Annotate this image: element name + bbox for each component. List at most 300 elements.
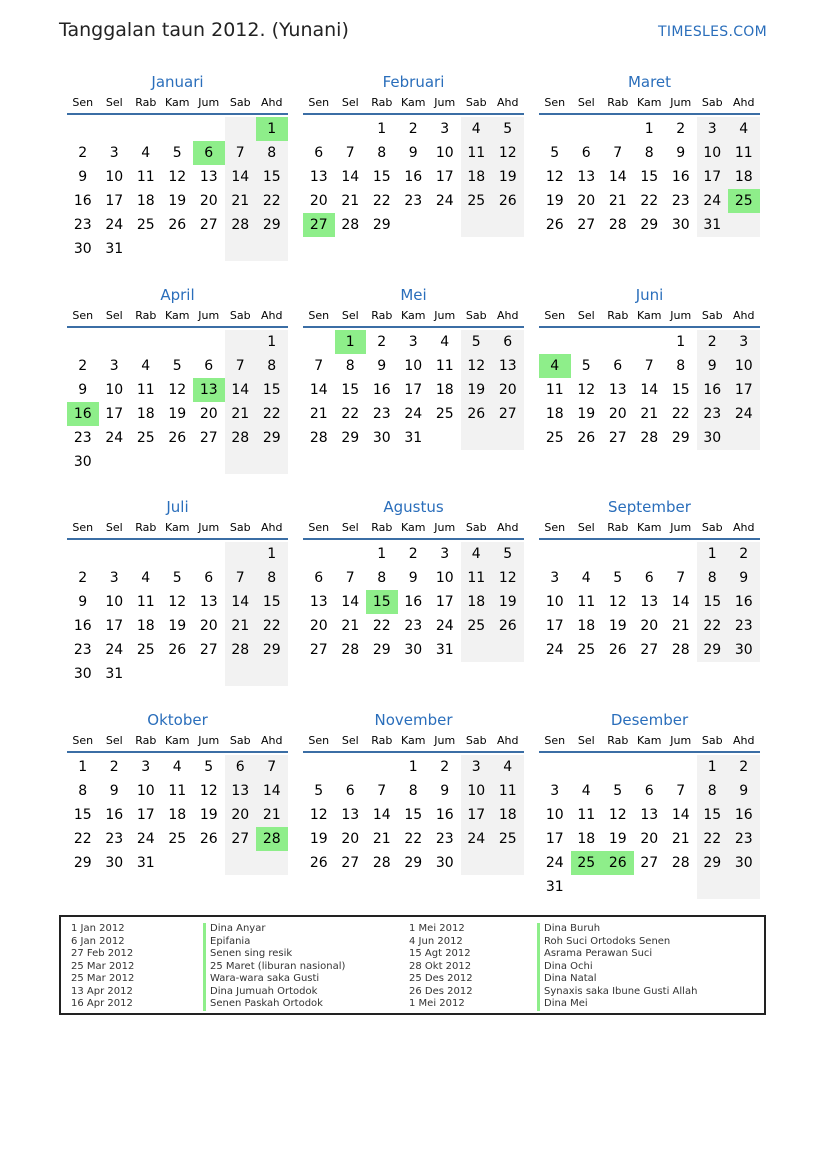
day-cell: 4 — [581, 570, 591, 586]
weekday-label: Ahd — [261, 521, 283, 534]
day-cell: 22 — [697, 827, 729, 851]
weekday-label: Rab — [135, 521, 157, 534]
day-cell: 29 — [404, 855, 423, 871]
day-cell: 16 — [728, 590, 760, 614]
day-cell: 25 — [461, 189, 493, 213]
day-cell: 1 — [78, 759, 88, 775]
day-cell: 29 — [372, 217, 391, 233]
day-cell: 28 — [671, 855, 690, 871]
empty-cell — [162, 117, 194, 141]
empty-cell — [130, 330, 162, 354]
empty-cell — [602, 875, 634, 899]
day-cell: 2 — [408, 121, 418, 137]
day-cell: 22 — [640, 193, 659, 209]
weekday-label: Sel — [341, 309, 359, 322]
day-cell: 18 — [577, 831, 596, 847]
weekday-label: Sen — [544, 96, 566, 109]
weekday-label: Sel — [577, 309, 595, 322]
day-cell: 31 — [105, 241, 124, 257]
empty-cell — [225, 662, 257, 686]
day-cell: 26 — [168, 430, 187, 446]
day-cell: 1 — [377, 546, 387, 562]
empty-cell — [193, 450, 225, 474]
month-name: Januari — [151, 73, 204, 91]
day-cell: 3 — [550, 570, 560, 586]
day-cell: 12 — [608, 594, 627, 610]
day-cell: 2 — [78, 145, 88, 161]
day-cell: 7 — [314, 358, 324, 374]
weekday-label: Sel — [105, 309, 123, 322]
day-cell: 1 — [377, 121, 387, 137]
day-cell: 25 — [728, 189, 760, 213]
day-cell: 29 — [256, 426, 288, 450]
weekday-label: Sab — [701, 96, 723, 109]
day-cell: 19 — [168, 406, 187, 422]
empty-cell — [130, 450, 162, 474]
day-cell: 9 — [408, 145, 418, 161]
day-cell: 19 — [608, 831, 627, 847]
day-cell: 30 — [73, 241, 92, 257]
month-januari — [67, 71, 288, 261]
holiday-name: Dina Anyar — [203, 923, 345, 936]
day-cell: 12 — [492, 141, 524, 165]
day-cell: 8 — [377, 570, 387, 586]
day-cell: 12 — [577, 382, 596, 398]
empty-cell — [99, 450, 131, 474]
day-cell: 29 — [73, 855, 92, 871]
weekday-label: Jum — [198, 96, 220, 109]
day-cell: 12 — [199, 783, 218, 799]
day-cell: 16 — [73, 618, 92, 634]
day-cell: 8 — [697, 566, 729, 590]
holiday-name: Epifania — [203, 936, 345, 949]
day-cell: 5 — [492, 542, 524, 566]
weekday-header — [303, 306, 524, 328]
holiday-name: 25 Maret (liburan nasional) — [203, 961, 345, 974]
day-cell: 29 — [697, 638, 729, 662]
day-cell: 2 — [440, 759, 450, 775]
day-cell: 8 — [256, 354, 288, 378]
day-cell: 24 — [545, 855, 564, 871]
empty-cell — [539, 117, 571, 141]
day-cell: 10 — [404, 358, 423, 374]
day-cell: 16 — [73, 193, 92, 209]
day-cell: 20 — [309, 618, 328, 634]
day-cell: 6 — [644, 570, 654, 586]
empty-cell — [225, 450, 257, 474]
day-cell: 20 — [199, 193, 218, 209]
empty-cell — [665, 542, 697, 566]
day-cell: 15 — [366, 590, 398, 614]
day-cell: 21 — [225, 189, 257, 213]
day-cell: 5 — [581, 358, 591, 374]
holiday-date: 1 Mei 2012 — [409, 998, 465, 1009]
weekday-label: Ahd — [497, 309, 519, 322]
empty-cell — [571, 117, 603, 141]
empty-cell — [303, 755, 335, 779]
weekday-header — [67, 306, 288, 328]
day-cell: 26 — [168, 217, 187, 233]
day-cell: 24 — [435, 618, 454, 634]
day-cell: 27 — [309, 642, 328, 658]
day-cell: 28 — [341, 217, 360, 233]
day-cell: 7 — [644, 358, 654, 374]
weekday-label: Sab — [465, 96, 487, 109]
day-cell: 9 — [109, 783, 119, 799]
month-name: Desember — [610, 711, 689, 729]
empty-cell — [225, 117, 257, 141]
day-cell: 28 — [225, 213, 257, 237]
day-cell: 30 — [697, 426, 729, 450]
holiday-name: Synaxis saka Ibune Gusti Allah — [537, 986, 697, 999]
day-cell: 10 — [105, 594, 124, 610]
day-cell: 17 — [545, 618, 564, 634]
day-cell: 14 — [372, 807, 391, 823]
month-name: Oktober — [147, 711, 208, 729]
day-cell: 13 — [199, 594, 218, 610]
day-cell: 3 — [440, 546, 450, 562]
day-cell: 17 — [404, 382, 423, 398]
day-cell: 30 — [671, 217, 690, 233]
day-cell: 21 — [372, 831, 391, 847]
holiday-name: Dina Ochi — [537, 961, 697, 974]
day-cell: 2 — [377, 334, 387, 350]
day-cell: 7 — [225, 354, 257, 378]
month-maret — [539, 71, 760, 237]
day-cell: 28 — [608, 217, 627, 233]
day-cell: 10 — [697, 141, 729, 165]
day-cell: 9 — [78, 382, 88, 398]
holiday-date: 13 Apr 2012 — [71, 985, 133, 997]
day-cell: 25 — [461, 614, 493, 638]
day-cell: 2 — [728, 755, 760, 779]
day-cell: 29 — [697, 851, 729, 875]
day-cell: 30 — [105, 855, 124, 871]
empty-cell — [602, 542, 634, 566]
day-cell: 19 — [492, 590, 524, 614]
day-cell: 24 — [105, 642, 124, 658]
day-cell: 12 — [545, 169, 564, 185]
day-cell: 2 — [697, 330, 729, 354]
day-cell: 15 — [73, 807, 92, 823]
day-cell: 8 — [377, 145, 387, 161]
month-desember — [539, 709, 760, 899]
day-cell: 2 — [78, 570, 88, 586]
day-cell: 19 — [545, 193, 564, 209]
day-cell: 24 — [697, 189, 729, 213]
day-cell: 5 — [550, 145, 560, 161]
day-cell: 6 — [613, 358, 623, 374]
day-cell: 22 — [671, 406, 690, 422]
empty-cell — [256, 851, 288, 875]
day-cell: 4 — [581, 783, 591, 799]
day-cell: 24 — [404, 406, 423, 422]
weekday-label: Ahd — [497, 734, 519, 747]
day-cell: 11 — [435, 358, 454, 374]
empty-cell — [335, 117, 367, 141]
weekday-header — [539, 518, 760, 540]
day-cell: 8 — [676, 358, 686, 374]
day-cell: 29 — [671, 430, 690, 446]
weekday-label: Sen — [308, 309, 330, 322]
day-cell: 31 — [404, 430, 423, 446]
site-logo[interactable]: TIMESLES.COM — [658, 24, 767, 40]
empty-cell — [162, 237, 194, 261]
month-name: Mei — [400, 286, 427, 304]
day-cell: 17 — [435, 169, 454, 185]
day-grid — [67, 330, 288, 474]
day-cell: 3 — [461, 755, 493, 779]
holiday-date: 16 Apr 2012 — [71, 998, 133, 1009]
day-cell: 26 — [199, 831, 218, 847]
month-februari — [303, 71, 524, 237]
day-cell: 17 — [545, 831, 564, 847]
day-cell: 22 — [372, 618, 391, 634]
day-grid — [67, 755, 288, 875]
day-cell: 15 — [640, 169, 659, 185]
day-cell: 22 — [372, 193, 391, 209]
day-cell: 6 — [581, 145, 591, 161]
day-cell: 21 — [341, 618, 360, 634]
day-cell: 28 — [372, 855, 391, 871]
holiday-date: 26 Des 2012 — [409, 985, 473, 997]
day-cell: 17 — [105, 618, 124, 634]
day-cell: 5 — [492, 117, 524, 141]
day-cell: 23 — [728, 614, 760, 638]
day-cell: 3 — [141, 759, 151, 775]
empty-cell — [539, 542, 571, 566]
day-cell: 28 — [256, 827, 288, 851]
day-cell: 5 — [314, 783, 324, 799]
day-cell: 14 — [671, 594, 690, 610]
month-name: Februari — [382, 73, 445, 91]
day-cell: 18 — [435, 382, 454, 398]
weekday-label: Ahd — [733, 96, 755, 109]
day-grid — [67, 542, 288, 686]
day-cell: 28 — [640, 430, 659, 446]
day-cell: 7 — [377, 783, 387, 799]
day-cell: 8 — [78, 783, 88, 799]
weekday-label: Jum — [434, 309, 456, 322]
day-grid — [67, 117, 288, 261]
day-cell: 14 — [608, 169, 627, 185]
day-cell: 29 — [256, 213, 288, 237]
day-cell: 9 — [78, 594, 88, 610]
day-cell: 12 — [492, 566, 524, 590]
day-cell: 21 — [640, 406, 659, 422]
day-cell: 13 — [199, 169, 218, 185]
day-cell: 7 — [345, 145, 355, 161]
weekday-label: Sab — [701, 309, 723, 322]
empty-cell — [67, 542, 99, 566]
day-cell: 7 — [256, 755, 288, 779]
day-cell: 6 — [314, 570, 324, 586]
weekday-label: Ahd — [497, 521, 519, 534]
day-cell: 14 — [225, 165, 257, 189]
day-cell: 18 — [492, 803, 524, 827]
weekday-label: Jum — [198, 309, 220, 322]
day-cell: 20 — [608, 406, 627, 422]
day-cell: 11 — [492, 779, 524, 803]
day-cell: 1 — [256, 117, 288, 141]
day-cell: 17 — [461, 803, 493, 827]
day-cell: 7 — [676, 783, 686, 799]
day-cell: 21 — [225, 614, 257, 638]
day-cell: 18 — [461, 165, 493, 189]
holiday-date: 27 Feb 2012 — [71, 948, 134, 959]
day-cell: 30 — [728, 851, 760, 875]
empty-cell — [303, 542, 335, 566]
month-juni — [539, 284, 760, 450]
empty-cell — [492, 851, 524, 875]
day-cell: 2 — [78, 358, 88, 374]
weekday-label: Ahd — [497, 96, 519, 109]
holiday-name: Senen sing resik — [203, 948, 345, 961]
day-cell: 19 — [577, 406, 596, 422]
weekday-label: Jum — [434, 734, 456, 747]
day-cell: 31 — [105, 666, 124, 682]
day-cell: 25 — [136, 430, 155, 446]
day-cell: 28 — [341, 642, 360, 658]
day-cell: 29 — [372, 642, 391, 658]
day-cell: 6 — [225, 755, 257, 779]
day-cell: 12 — [608, 807, 627, 823]
weekday-label: Kam — [401, 96, 426, 109]
month-november — [303, 709, 524, 875]
day-cell: 24 — [545, 642, 564, 658]
day-cell: 12 — [461, 354, 493, 378]
day-cell: 13 — [640, 594, 659, 610]
day-cell: 8 — [256, 141, 288, 165]
holiday-date: 1 Mei 2012 — [409, 923, 465, 934]
day-cell: 9 — [408, 570, 418, 586]
day-cell: 23 — [671, 193, 690, 209]
day-cell: 26 — [602, 851, 634, 875]
weekday-label: Sel — [577, 734, 595, 747]
day-cell: 21 — [671, 831, 690, 847]
empty-cell — [193, 662, 225, 686]
weekday-label: Sab — [229, 309, 251, 322]
day-cell: 30 — [73, 454, 92, 470]
day-cell: 16 — [435, 807, 454, 823]
weekday-label: Ahd — [733, 521, 755, 534]
weekday-label: Rab — [371, 96, 393, 109]
holiday-legend — [59, 915, 766, 1015]
day-grid — [539, 117, 760, 237]
month-april — [67, 284, 288, 474]
day-cell: 26 — [168, 642, 187, 658]
day-cell: 9 — [440, 783, 450, 799]
weekday-label: Sen — [544, 734, 566, 747]
day-cell: 20 — [640, 618, 659, 634]
day-cell: 25 — [136, 217, 155, 233]
weekday-label: Sab — [229, 734, 251, 747]
day-cell: 25 — [577, 642, 596, 658]
day-cell: 6 — [492, 330, 524, 354]
holiday-name: Dina Jumuah Ortodok — [203, 986, 345, 999]
day-cell: 19 — [492, 165, 524, 189]
holiday-date: 25 Mar 2012 — [71, 960, 135, 972]
weekday-label: Sen — [72, 521, 94, 534]
day-cell: 20 — [577, 193, 596, 209]
empty-cell — [162, 450, 194, 474]
day-cell: 28 — [225, 638, 257, 662]
holiday-name: Dina Buruh — [537, 923, 697, 936]
day-cell: 12 — [309, 807, 328, 823]
day-cell: 18 — [461, 590, 493, 614]
weekday-label: Sel — [105, 96, 123, 109]
day-cell: 29 — [341, 430, 360, 446]
day-cell: 19 — [168, 193, 187, 209]
weekday-label: Sab — [701, 521, 723, 534]
weekday-label: Kam — [165, 309, 190, 322]
day-cell: 15 — [697, 803, 729, 827]
empty-cell — [303, 117, 335, 141]
day-cell: 10 — [136, 783, 155, 799]
empty-cell — [193, 851, 225, 875]
empty-cell — [539, 330, 571, 354]
holiday-names-col-1 — [203, 923, 345, 1011]
day-cell: 3 — [550, 783, 560, 799]
day-cell: 27 — [225, 827, 257, 851]
day-cell: 24 — [105, 217, 124, 233]
holiday-name: Wara-wara saka Gusti — [203, 973, 345, 986]
day-cell: 20 — [640, 831, 659, 847]
day-grid — [303, 117, 524, 237]
day-cell: 22 — [404, 831, 423, 847]
weekday-label: Sab — [229, 96, 251, 109]
day-cell: 15 — [256, 378, 288, 402]
day-cell: 16 — [67, 402, 99, 426]
day-cell: 20 — [492, 378, 524, 402]
day-cell: 17 — [136, 807, 155, 823]
day-cell: 11 — [728, 141, 760, 165]
day-cell: 5 — [613, 783, 623, 799]
day-cell: 9 — [78, 169, 88, 185]
empty-cell — [335, 542, 367, 566]
day-cell: 13 — [309, 169, 328, 185]
weekday-label: Kam — [165, 521, 190, 534]
day-cell: 16 — [728, 803, 760, 827]
day-cell: 23 — [73, 430, 92, 446]
day-cell: 23 — [73, 642, 92, 658]
day-cell: 20 — [225, 803, 257, 827]
page-title: Tanggalan taun 2012. (Yunani) — [59, 19, 349, 41]
day-cell: 28 — [309, 430, 328, 446]
day-cell: 23 — [728, 827, 760, 851]
day-cell: 10 — [461, 779, 493, 803]
day-cell: 2 — [408, 546, 418, 562]
holiday-date: 25 Des 2012 — [409, 973, 473, 984]
empty-cell — [634, 875, 666, 899]
day-cell: 4 — [440, 334, 450, 350]
day-cell: 27 — [640, 642, 659, 658]
day-cell: 5 — [172, 145, 182, 161]
day-cell: 27 — [303, 213, 335, 237]
weekday-label: Sen — [308, 96, 330, 109]
weekday-header — [67, 518, 288, 540]
day-cell: 15 — [671, 382, 690, 398]
weekday-header — [539, 93, 760, 115]
day-cell: 7 — [676, 570, 686, 586]
day-cell: 23 — [404, 618, 423, 634]
holiday-date: 4 Jun 2012 — [409, 935, 463, 947]
day-cell: 26 — [461, 402, 493, 426]
weekday-label: Jum — [670, 309, 692, 322]
day-cell: 22 — [256, 189, 288, 213]
day-cell: 16 — [404, 594, 423, 610]
weekday-label: Sen — [72, 96, 94, 109]
